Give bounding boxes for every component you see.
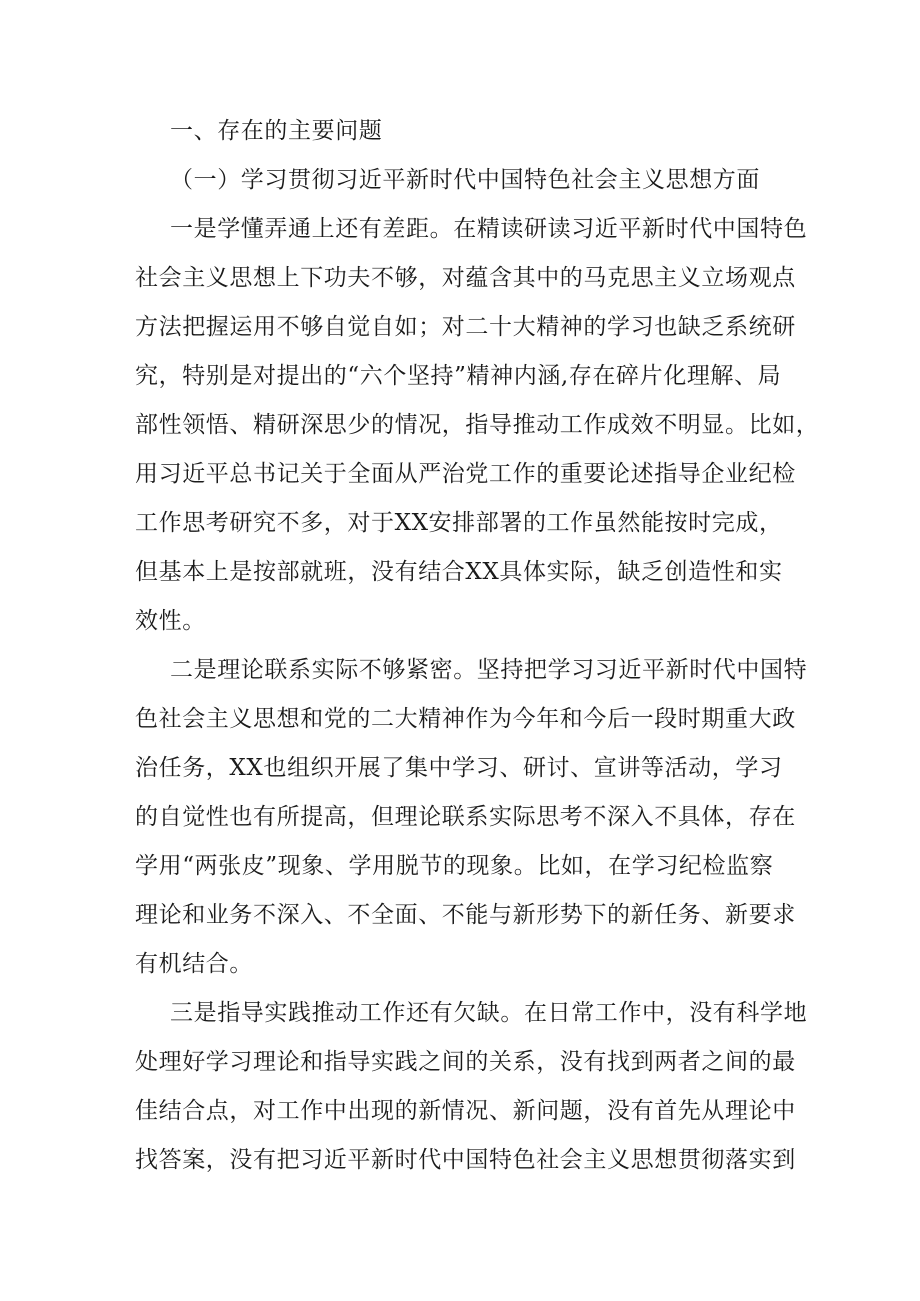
paragraph-line: 有机结合。 (135, 951, 253, 977)
paragraph-line: 佳结合点，对工作中出现的新情况、新问题，没有首先从理论中 (135, 1098, 796, 1124)
paragraph-line: 二是理论联系实际不够紧密。坚持把学习习近平新时代中国特 (170, 657, 808, 683)
paragraph-line: 的自觉性也有所提高，但理论联系实际思考不深入不具体，存在 (135, 804, 796, 830)
paragraph-line: 工作思考研究不多，对于XX安排部署的工作虽然能按时完成， (135, 510, 783, 536)
paragraph-line: 究，特别是对提出的“六个坚持”精神内涵,存在碎片化理解、局 (135, 363, 782, 389)
paragraph-line: 部性领悟、精研深思少的情况，指导推动工作成效不明显。比如， (135, 412, 820, 438)
paragraph-line: 用习近平总书记关于全面从严治党工作的重要论述指导企业纪检 (135, 461, 796, 487)
paragraph-line: 一是学懂弄通上还有差距。在精读研读习近平新时代中国特色 (170, 216, 808, 242)
paragraph-line: 方法把握运用不够自觉自如；对二十大精神的学习也缺乏系统研 (135, 314, 796, 340)
paragraph-line: 找答案，没有把习近平新时代中国特色社会主义思想贯彻落实到 (135, 1147, 796, 1173)
paragraph-line: 理论和业务不深入、不全面、不能与新形势下的新任务、新要求 (135, 902, 796, 928)
subsection-heading: （一）学习贯彻习近平新时代中国特色社会主义思想方面 (170, 167, 760, 193)
paragraph-line: 三是指导实践推动工作还有欠缺。在日常工作中，没有科学地 (170, 1000, 808, 1026)
paragraph-line: 学用“两张皮”现象、学用脱节的现象。比如，在学习纪检监察 (135, 853, 774, 879)
paragraph-line: 处理好学习理论和指导实践之间的关系，没有找到两者之间的最 (135, 1049, 796, 1075)
paragraph-line: 社会主义思想上下功夫不够，对蕴含其中的马克思主义立场观点 (135, 265, 796, 291)
section-heading: 一、存在的主要问题 (170, 118, 383, 144)
paragraph-line: 但基本上是按部就班，没有结合XX具体实际，缺乏创造性和实 (135, 559, 783, 585)
paragraph-line: 效性。 (135, 608, 206, 634)
paragraph-line: 治任务，XX也组织开展了集中学习、研讨、宣讲等活动，学习 (135, 755, 783, 781)
paragraph-line: 色社会主义思想和党的二大精神作为今年和今后一段时期重大政 (135, 706, 796, 732)
